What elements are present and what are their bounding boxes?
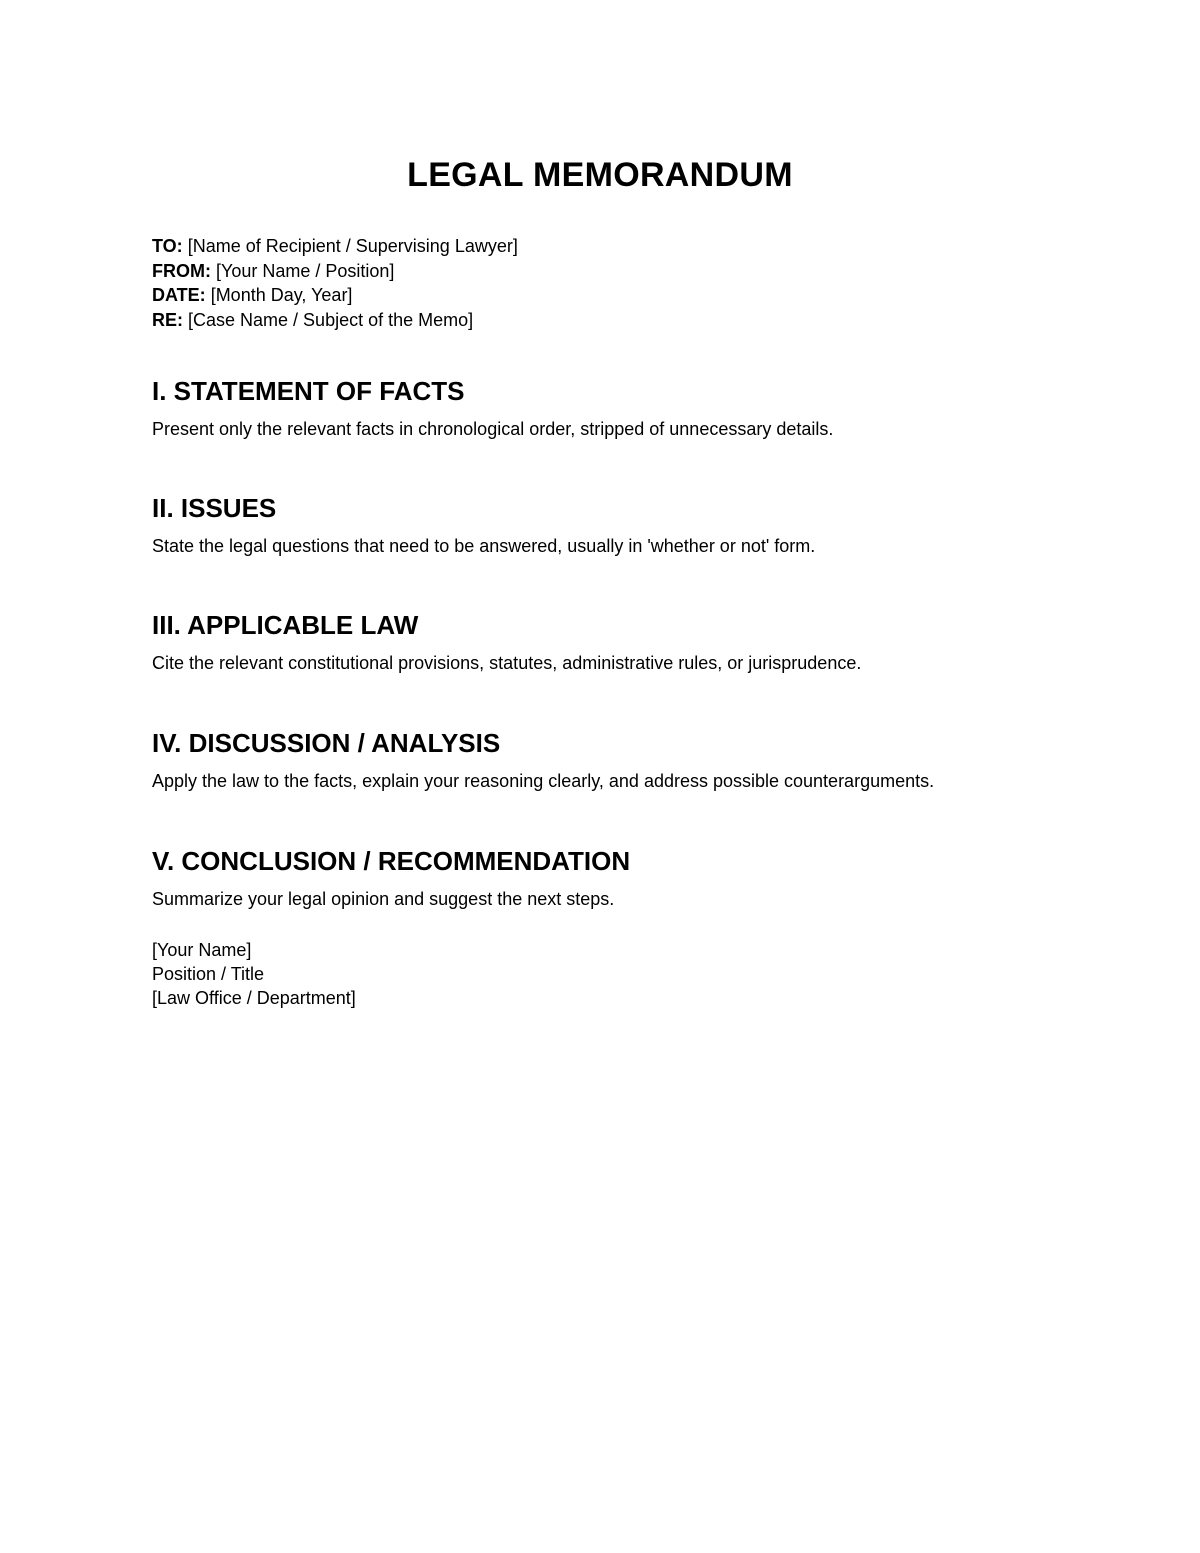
memo-re-value: [Case Name / Subject of the Memo] — [188, 309, 474, 330]
section-discussion-analysis — [152, 727, 1052, 793]
section-body: Cite the relevant constitutional provisions, statutes, administrative rules, or jurisprudence. — [152, 653, 862, 673]
section-conclusion-recommendation — [152, 845, 1052, 911]
memo-re-label: RE: — [152, 309, 183, 330]
memo-header — [152, 234, 1052, 332]
memo-date-value: [Month Day, Year] — [210, 285, 353, 305]
section-body: Summarize your legal opinion and suggest the next steps. — [152, 889, 615, 909]
section-body: Apply the law to the facts, explain your reasoning clearly, and address possible counterarguments. — [152, 771, 935, 791]
memo-to-line — [152, 234, 1052, 259]
memo-from-line — [152, 259, 1052, 284]
signature-office: [Law Office / Department] — [152, 988, 356, 1008]
memo-to-label: TO: — [152, 236, 183, 256]
memo-date-line — [152, 283, 1052, 308]
signature-name: [Your Name] — [152, 940, 252, 960]
section-issues — [152, 492, 1052, 558]
section-heading: V. CONCLUSION / RECOMMENDATION — [152, 846, 631, 876]
section-statement-of-facts — [152, 375, 1052, 441]
section-body: State the legal questions that need to be answered, usually in 'whether or not' form. — [152, 536, 816, 556]
document-title: LEGAL MEMORANDUM — [407, 156, 793, 194]
signature-position: Position / Title — [152, 964, 265, 984]
memo-to-value: [Name of Recipient / Supervising Lawyer] — [187, 236, 518, 256]
memo-from-value: [Your Name / Position] — [216, 260, 395, 281]
section-applicable-law — [152, 609, 1052, 675]
memo-from-label: FROM: — [152, 260, 211, 281]
section-heading: I. STATEMENT OF FACTS — [152, 376, 465, 406]
section-heading: II. ISSUES — [152, 493, 277, 523]
signature-block — [152, 938, 1052, 1010]
section-heading: III. APPLICABLE LAW — [152, 610, 419, 640]
section-body: Present only the relevant facts in chronological order, stripped of unnecessary details. — [152, 419, 834, 439]
memo-date-label: DATE: — [152, 285, 206, 305]
memo-re-line — [152, 308, 1052, 333]
section-heading: IV. DISCUSSION / ANALYSIS — [152, 728, 501, 758]
